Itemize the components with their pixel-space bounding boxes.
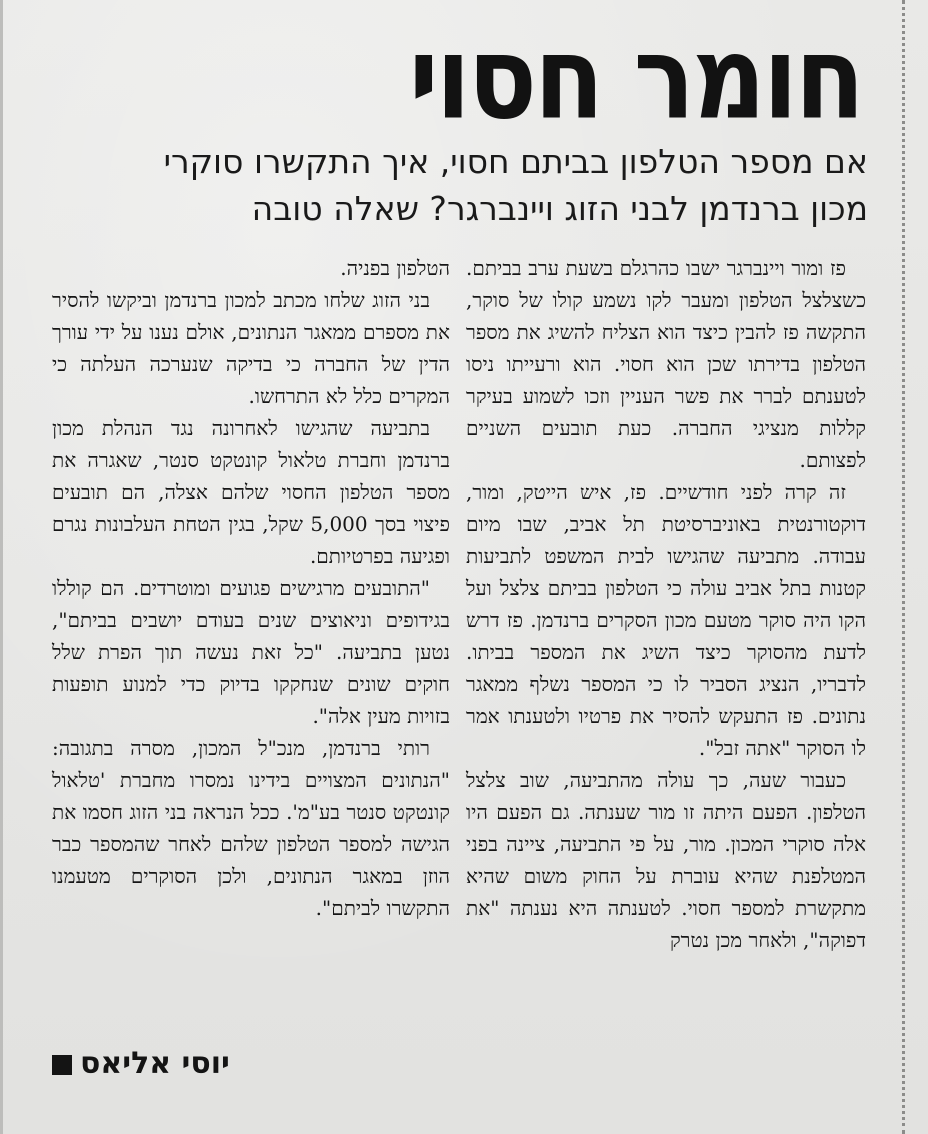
author-name: יוסי אליאס — [80, 1046, 230, 1081]
perforation-line — [902, 0, 905, 1134]
byline — [52, 1044, 252, 1084]
deck-line: אם מספר הטלפון בביתם חסוי, איך התקשרו סוקרי — [163, 142, 868, 181]
clipping-left-edge — [0, 0, 3, 1134]
paragraph: "התובעים מרגישים פגועים ומוטרדים. הם קוללו בגידופים וניאוצים שנים בעודם יושבים בביתם", נטען בתביעה. "כל זאת נעשה תוך הפרת שלל חוקים שונים שנחקקו בדיוק כדי למנוע תופעות בזויות מעין אלה". — [52, 576, 450, 728]
article-column-right — [466, 252, 866, 956]
paragraph: בני הזוג שלחו מכתב למכון ברנדמן וביקשו להסיר את מספרם ממאגר הנתונים, אולם נענו על ידי עורך הדין של החברה כי בדיקה שנערכה העלתה כי המקרים כלל לא התרחשו. — [52, 288, 450, 408]
paragraph: בתביעה שהגישו לאחרונה נגד הנהלת מכון ברנדמן וחברת טלאול קונטקט סנטר, שאגרה את מספר הטלפון החסוי שלהם אצלה, הם תובעים פיצוי בסך 5,000 שקל, בגין הטחת העלבונות נגרם ופגיעה בפרטיותם. — [52, 416, 450, 568]
headline: חומר חסוי — [408, 12, 862, 146]
paragraph: פז ומור ויינברגר ישבו כהרגלם בשעת ערב בביתם. כשצלצל הטלפון ומעבר לקו נשמע קולו של סוקר, התקשה פז להבין כיצד הוא הצליח להשיג את מספר הטלפון בדירתו שכן הוא חסוי. הוא ורעייתו ניסו לטענתם לברר את פשר העניין וזכו לשמוע בעיקר קללות מנציגי החברה. כעת תובעים השניים לפצותם. — [466, 256, 866, 472]
paragraph: רותי ברנדמן, מנכ"ל המכון, מסרה בתגובה: "הנתונים המצויים בידינו נמסרו מחברת 'טלאול קונטקט סנטר בע"מ'. ככל הנראה בני הזוג חסמו את הגישה למספר הטלפון שלהם לאחר שהמספר כבר הוזן במאגר הנתונים, ולכן הסוקרים מטעמנו התקשרו לביתם". — [52, 736, 450, 920]
paragraph: הטלפון בפניה. — [340, 256, 450, 280]
article-column-left — [52, 252, 450, 924]
paragraph: כעבור שעה, כך עולה מהתביעה, שוב צלצל הטלפון. הפעם היתה זו מור שענתה. גם הפעם היו אלה סוקרי המכון. מור, על פי התביעה, ציינה בפני המטלפנת שהיא עוברת על החוק משום שהיא מתקשרת למספר חסוי. לטענתה היא נענתה "את דפוקה", ולאחר מכן נטרק — [466, 768, 866, 952]
byline-square-icon — [52, 1055, 72, 1075]
deck-subheadline — [163, 138, 868, 232]
deck-line: מכון ברנדמן לבני הזוג ויינברגר? שאלה טובה — [251, 189, 868, 228]
paragraph: זה קרה לפני חודשיים. פז, איש הייטק, ומור, דוקטורנטית באוניברסיטת תל אביב, שבו מיום עבודה. מתביעה שהגישו לבית המשפט לתביעות קטנות בתל אביב עולה כי הטלפון בביתם צלצל ועל הקו היה סוקר מטעם מכון הסקרים ברנדמן. פז דרש לדעת מהסוקר כיצד השיג את המספר בביתו. לדבריו, הנציג הסביר לו כי המספר נשלף ממאגר נתונים. פז התעקש להסיר את פרטיו ולטענתו אמר לו הסוקר "אתה זבל". — [466, 480, 866, 760]
